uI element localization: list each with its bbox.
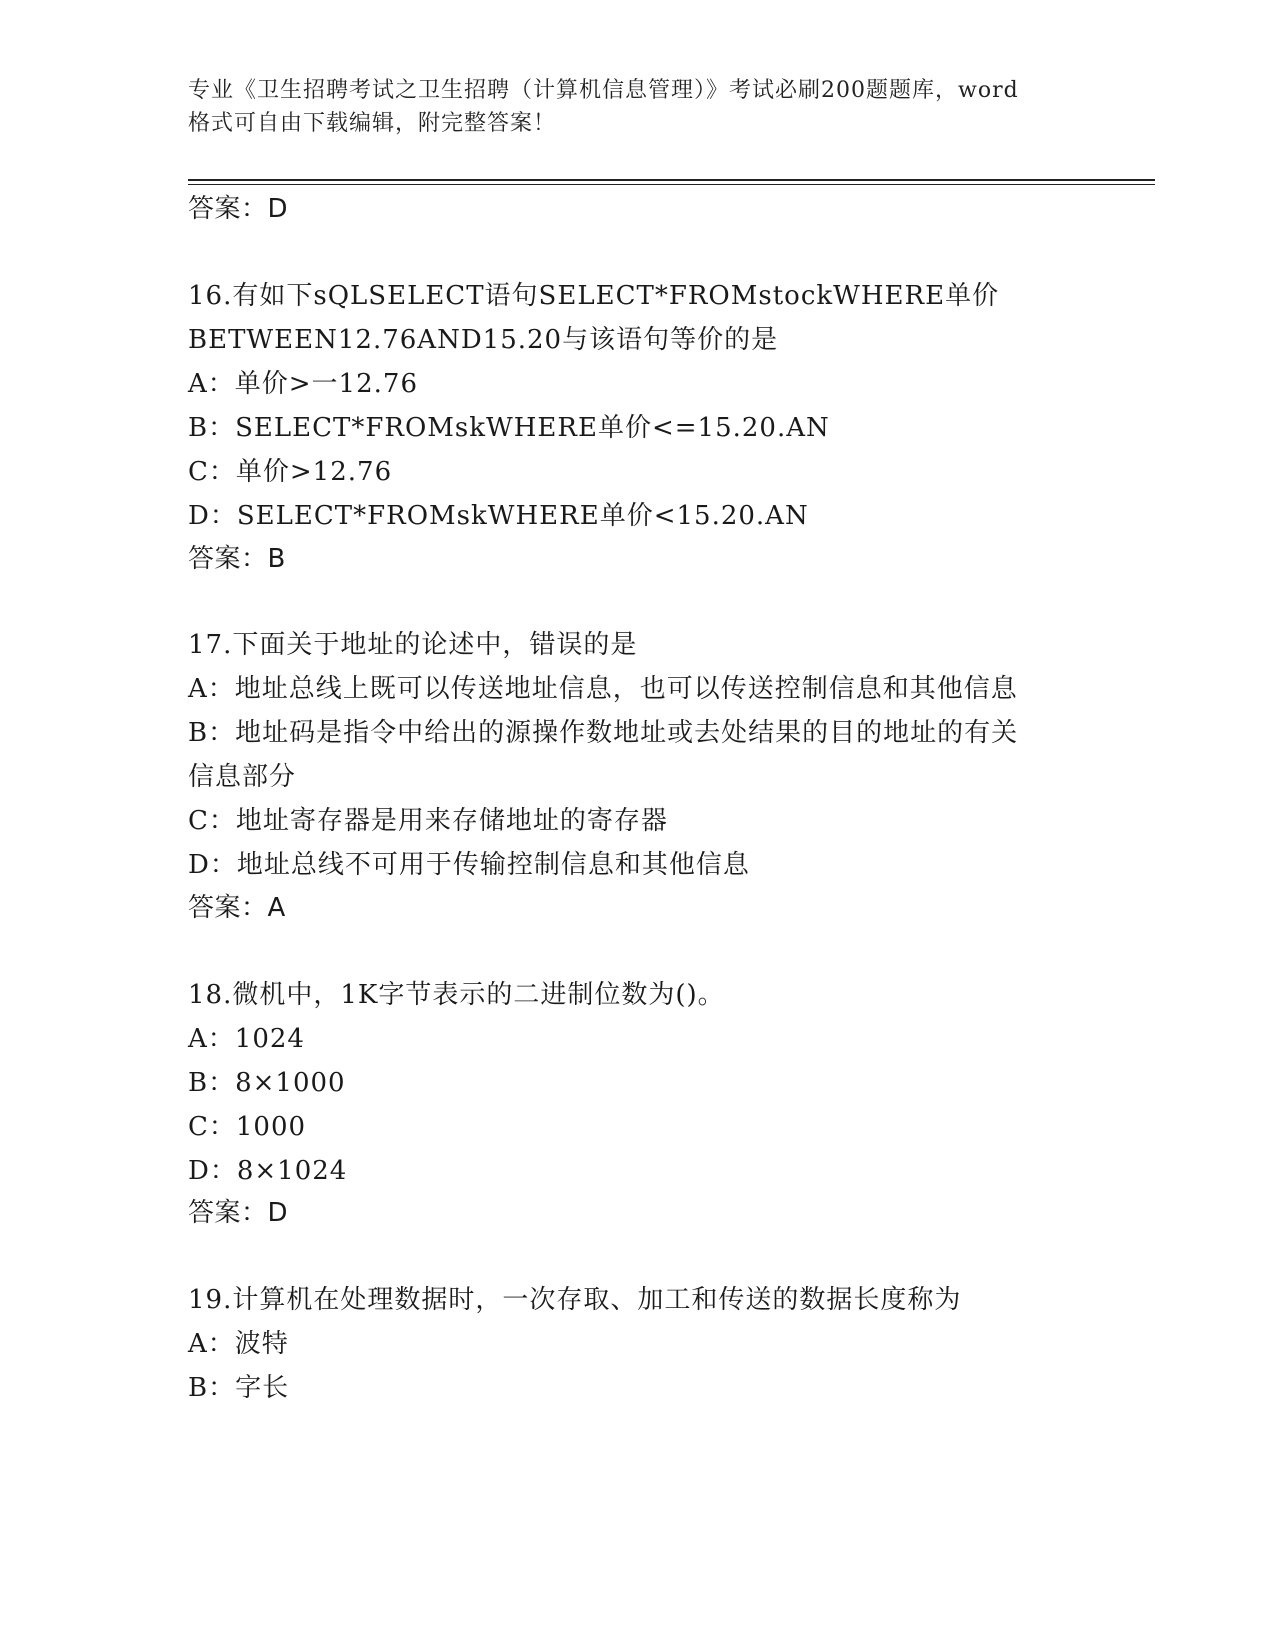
question-16-option-d: D：SELECT*FROMskWHERE单价<15.20.AN (188, 501, 809, 531)
question-19-option-a: A：波特 (188, 1329, 289, 1359)
question-18-option-c: C：1000 (188, 1112, 307, 1142)
header-divider-thin (188, 184, 1155, 185)
question-16-stem-line-1: 16.有如下sQLSELECT语句SELECT*FROMstockWHERE单价 (188, 281, 1000, 311)
header-divider-thick (188, 179, 1155, 181)
header-line-2: 格式可自由下载编辑，附完整答案！ (188, 111, 557, 136)
question-17-option-d: D：地址总线不可用于传输控制信息和其他信息 (188, 850, 750, 880)
question-16-option-b: B：SELECT*FROMskWHERE单价<=15.20.AN (188, 413, 830, 443)
question-16-stem-line-2: BETWEEN12.76AND15.20与该语句等价的是 (188, 325, 779, 355)
question-18-option-a: A：1024 (188, 1024, 305, 1054)
answer-previous: 答案：D (188, 194, 289, 224)
question-16-option-c: C：单价>12.76 (188, 457, 393, 487)
question-17-option-c: C：地址寄存器是用来存储地址的寄存器 (188, 806, 668, 836)
question-19-option-b: B：字长 (188, 1373, 290, 1403)
question-18-answer: 答案：D (188, 1198, 289, 1228)
question-19-stem: 19.计算机在处理数据时，一次存取、加工和传送的数据长度称为 (188, 1285, 962, 1315)
question-18-option-d: D：8×1024 (188, 1156, 348, 1186)
question-18-stem: 18.微机中，1K字节表示的二进制位数为()。 (188, 980, 725, 1010)
question-16-answer: 答案：B (188, 544, 286, 574)
question-16-option-a: A：单价>一12.76 (188, 369, 418, 399)
question-17-option-b: B：地址码是指令中给出的源操作数地址或去处结果的目的地址的有关 (188, 718, 1019, 748)
question-17-answer: 答案：A (188, 893, 286, 923)
question-18-option-b: B：8×1000 (188, 1068, 346, 1098)
header-line-1: 专业《卫生招聘考试之卫生招聘（计算机信息管理）》考试必刷200题题库，word (188, 78, 1019, 103)
document-header (188, 74, 1088, 140)
question-17-stem: 17.下面关于地址的论述中，错误的是 (188, 630, 638, 660)
question-17-option-a: A：地址总线上既可以传送地址信息，也可以传送控制信息和其他信息 (188, 674, 1018, 704)
question-17-option-b-continued: 信息部分 (188, 762, 297, 792)
